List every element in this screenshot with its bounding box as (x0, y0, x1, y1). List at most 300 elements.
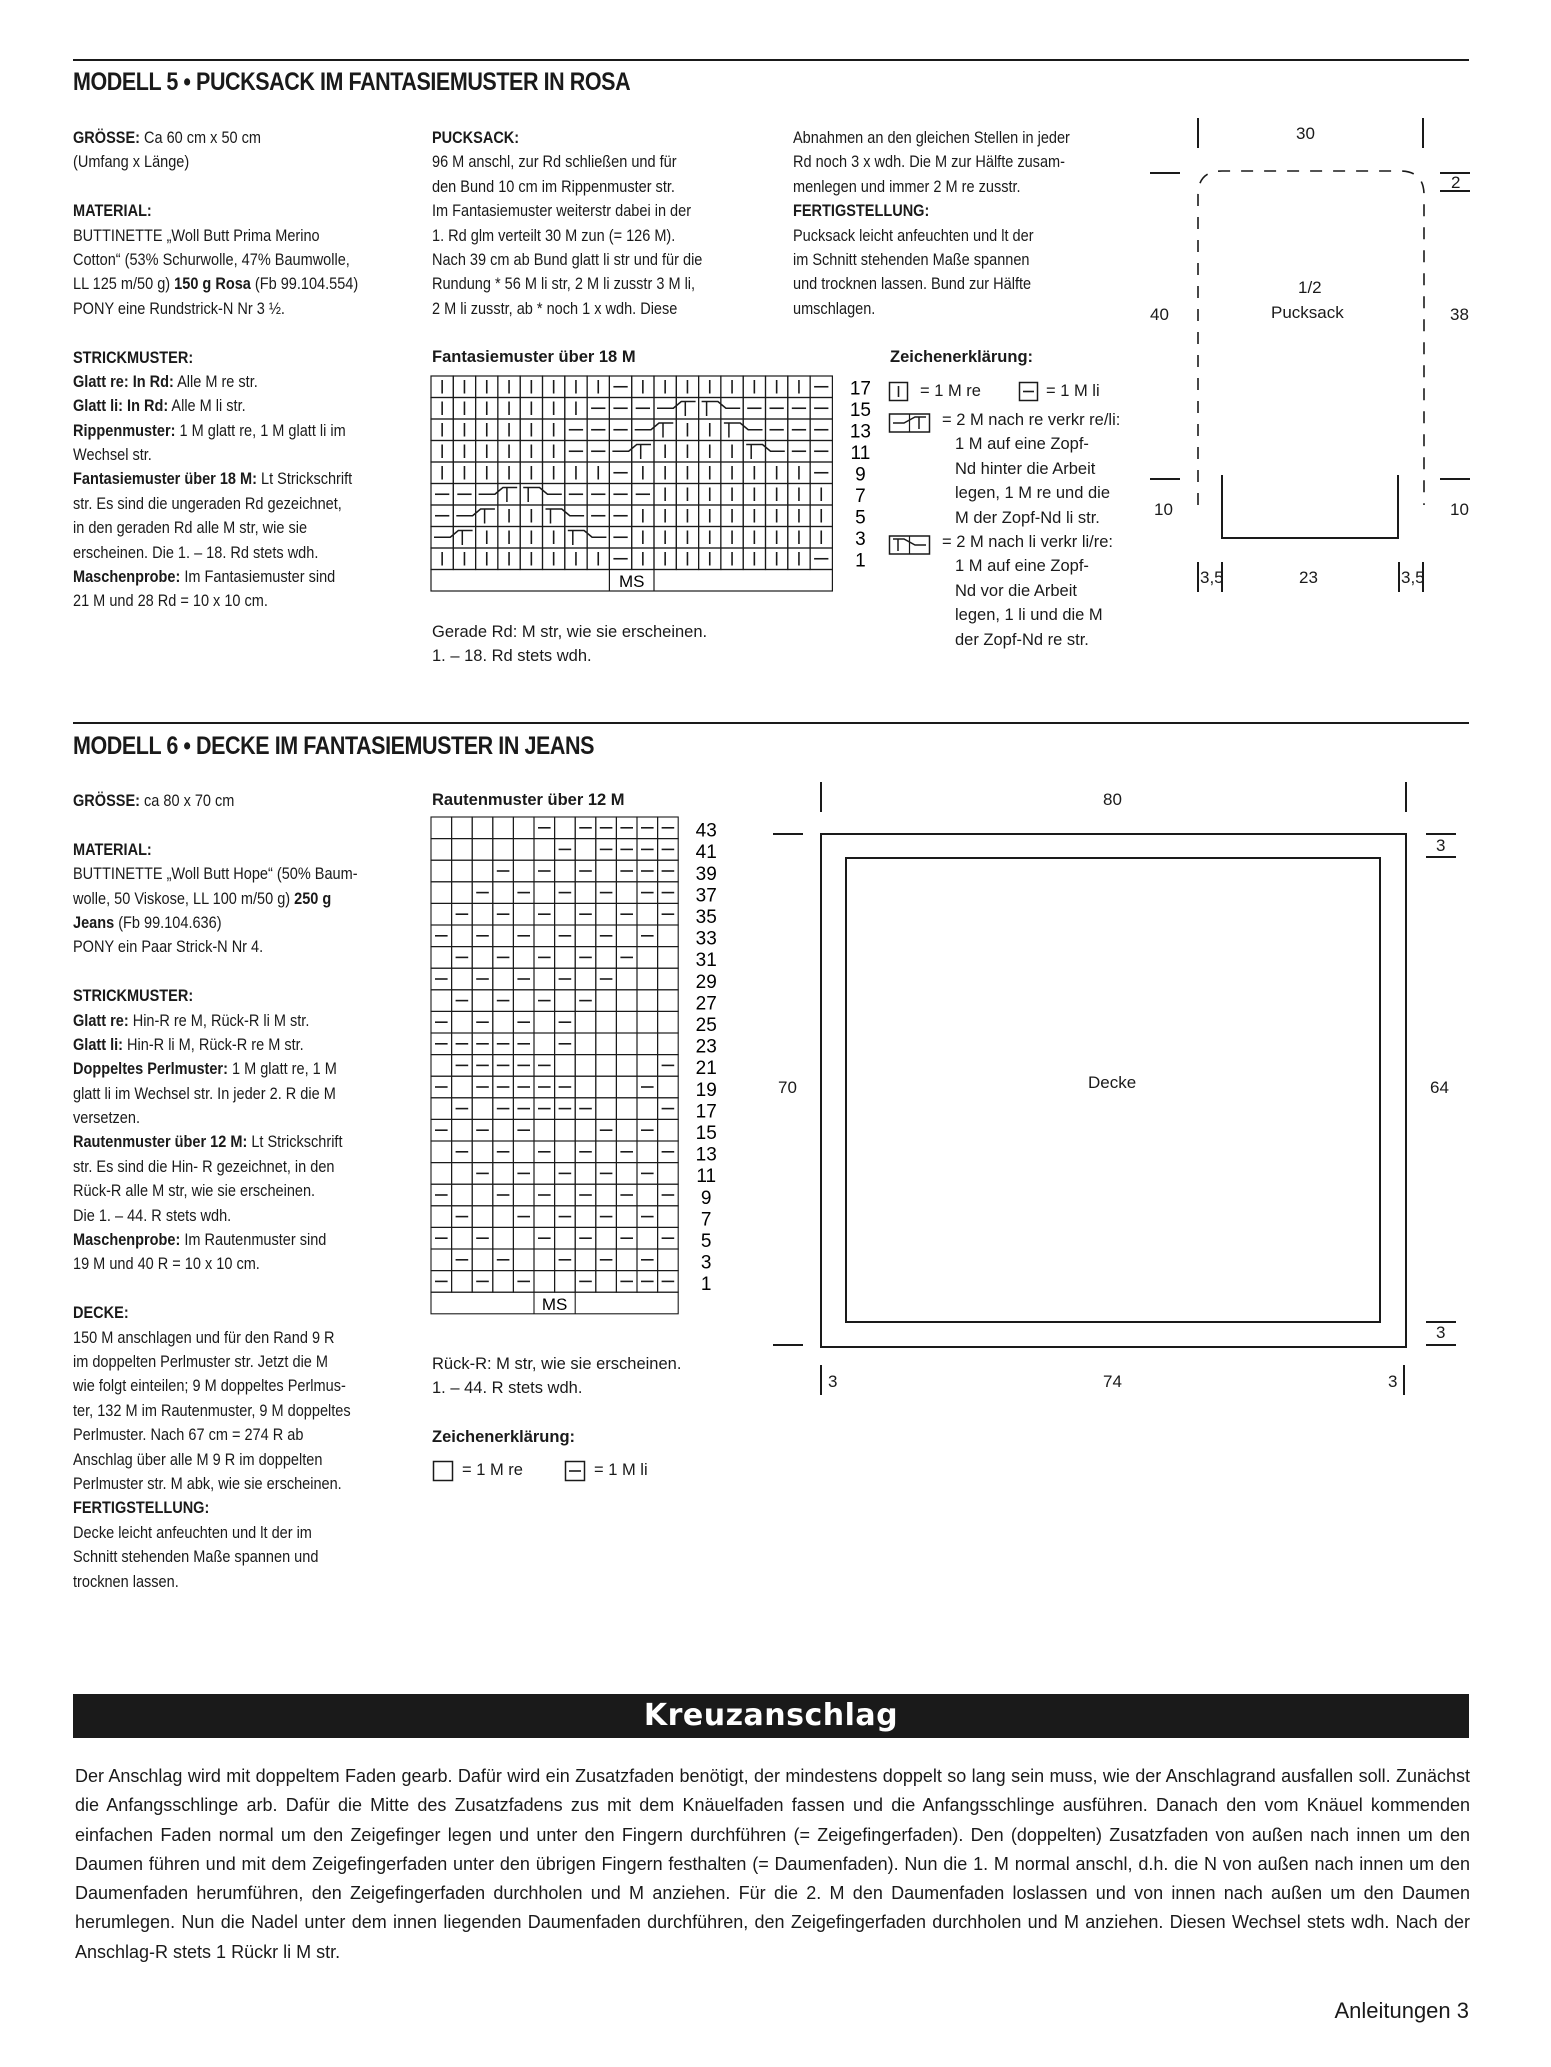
row-number: 43 (695, 820, 717, 842)
chart-cell (453, 527, 475, 549)
row-number: 17 (695, 1101, 717, 1123)
chart-cell (534, 1249, 555, 1271)
chart-cell (575, 1033, 596, 1055)
chart-cell (493, 817, 514, 839)
text-line: versetzen. (73, 1109, 140, 1128)
chart6-ms-label: MS (541, 1294, 568, 1314)
chart-cell (616, 1011, 637, 1033)
text-line: STRICKMUSTER: (73, 348, 194, 367)
chart-cell (472, 903, 493, 925)
text-line (73, 321, 397, 345)
chart-cell (616, 990, 637, 1012)
chart-cell (575, 839, 596, 861)
text-line: FERTIGSTELLUNG: (73, 1499, 210, 1518)
chart-cell (637, 1184, 658, 1206)
chart-cell (513, 1141, 534, 1163)
text-line: 21 M und 28 Rd = 10 x 10 cm. (73, 592, 268, 611)
chart6-grid (431, 817, 717, 1314)
chart-cell (513, 860, 534, 882)
chart-cell (431, 903, 452, 925)
chart-cell (658, 925, 679, 947)
row-number: 9 (855, 464, 866, 486)
text-line: 19 M und 40 R = 10 x 10 cm. (73, 1255, 260, 1274)
chart-cell (658, 947, 679, 969)
text-line: Glatt li: In Rd: Alle M li str. (73, 397, 246, 416)
text-line: Nach 39 cm ab Bund glatt li str und für die (432, 250, 703, 269)
row-number: 5 (855, 507, 866, 529)
row-number: 25 (695, 1015, 717, 1036)
chart-cell (431, 817, 452, 839)
row-number: 41 (695, 842, 717, 864)
chart-cell (493, 1206, 514, 1228)
legend-line: Nd vor die Arbeit (955, 581, 1077, 600)
model5-column-1 (73, 126, 397, 614)
text-line: Rippenmuster: 1 M glatt re, 1 M glatt li im (73, 421, 346, 440)
chart-cell (431, 882, 452, 904)
chart-cell (721, 419, 743, 441)
text-line: FERTIGSTELLUNG: (793, 202, 930, 221)
chart-cell (555, 1055, 576, 1077)
row-number: 33 (695, 928, 717, 950)
chart-cell (534, 882, 555, 904)
m6-dim-bottom-left: 3 (828, 1372, 838, 1391)
chart-cell (534, 968, 555, 990)
chart-cell (513, 839, 534, 861)
text-line: DECKE: (73, 1304, 129, 1323)
model5-chart (428, 374, 878, 614)
model6-chart-title: Rautenmuster über 12 M (432, 791, 625, 809)
chart-cell (555, 860, 576, 882)
chart-cell (596, 990, 617, 1012)
model6-legend-title: Zeichenerklärung: (432, 1428, 576, 1446)
chart-cell (596, 1184, 617, 1206)
chart-cell (452, 817, 473, 839)
model6-chart-note-2: 1. – 44. R stets wdh. (432, 1379, 583, 1398)
chart-cell (658, 1249, 679, 1271)
chart-cell (596, 1076, 617, 1098)
chart-cell (513, 817, 534, 839)
chart-cell (534, 1163, 555, 1185)
row-number: 3 (700, 1252, 712, 1274)
chart-cell (637, 1011, 658, 1033)
text-line: Glatt re: Hin-R re M, Rück-R li M str. (73, 1011, 310, 1030)
chart-cell (743, 441, 765, 463)
text-line: glatt li im Wechsel str. In jeder 2. R die M (73, 1084, 336, 1103)
text-line: 150 M anschlagen und für den Rand 9 R (73, 1328, 335, 1347)
model6-chart-note-1: Rück-R: M str, wie sie erscheinen. (432, 1355, 682, 1373)
text-line: Rück-R alle M str, wie sie erscheinen. (73, 1182, 316, 1201)
chart-cell (616, 1033, 637, 1055)
m6-dim-top: 80 (1103, 790, 1122, 809)
kreuzanschlag-header (73, 1694, 1469, 1738)
text-line: Perlmuster. Nach 67 cm = 274 R ab (73, 1426, 304, 1445)
chart-cell (637, 990, 658, 1012)
m5-dim-left-bottom: 10 (1154, 500, 1173, 519)
chart-cell (632, 441, 654, 463)
text-line: GRÖSSE: ca 80 x 70 cm (73, 792, 235, 810)
chart-cell (616, 968, 637, 990)
chart-cell (575, 1011, 596, 1033)
legend-cross-right-symbol (890, 414, 930, 432)
row-number: 15 (695, 1123, 717, 1144)
chart-cell (616, 1249, 637, 1271)
chart-cell (472, 1249, 493, 1271)
chart-cell (658, 1119, 679, 1141)
m5-dim-bottom-left: 3,5 (1200, 568, 1224, 587)
row-number: 13 (695, 1144, 717, 1166)
chart-cell (616, 1055, 637, 1077)
text-line: str. Es sind die ungeraden Rd gezeichnet, (73, 494, 342, 513)
m5-dim-right: 38 (1450, 305, 1469, 324)
text-line: Abnahmen an den gleichen Stellen in jeder (793, 129, 1070, 147)
text-line: umschlagen. (793, 299, 876, 318)
text-line: Jeans (Fb 99.104.636) (73, 913, 222, 932)
chart-cell (493, 1011, 514, 1033)
chart-cell (637, 1055, 658, 1077)
chart-cell (534, 925, 555, 947)
chart-cell (637, 1227, 658, 1249)
chart-cell (596, 1098, 617, 1120)
row-number: 17 (849, 378, 871, 400)
chart-cell (472, 1184, 493, 1206)
text-line: Glatt re: In Rd: Alle M re str. (73, 372, 258, 391)
m5-dim-right-bottom: 10 (1450, 500, 1469, 519)
row-number: 1 (700, 1274, 712, 1296)
text-line: PONY ein Paar Strick-N Nr 4. (73, 938, 264, 957)
chart-cell (493, 968, 514, 990)
chart-cell (452, 1184, 473, 1206)
chart-cell (555, 947, 576, 969)
chart-cell (452, 1076, 473, 1098)
model5-column-3 (793, 126, 1108, 321)
text-line: Perlmuster str. M abk, wie sie erscheinen. (73, 1474, 342, 1493)
m5-label-2: Pucksack (1271, 303, 1344, 322)
text-line: GRÖSSE: Ca 60 cm x 50 cm (73, 129, 262, 147)
text-line: im doppelten Perlmuster str. Jetzt die M (73, 1352, 329, 1371)
text-line: Glatt li: Hin-R li M, Rück-R re M str. (73, 1035, 304, 1054)
m5-dim-left: 40 (1150, 305, 1169, 324)
text-line (73, 960, 396, 984)
chart-cell (616, 1206, 637, 1228)
row-number: 27 (695, 993, 717, 1015)
row-number: 11 (696, 1166, 717, 1188)
chart-cell (452, 968, 473, 990)
chart-cell (555, 1184, 576, 1206)
legend-cross-left-symbol (890, 536, 930, 554)
chart-cell (431, 860, 452, 882)
m5-dim-bottom-mid: 23 (1299, 568, 1318, 587)
text-line: str. Es sind die Hin- R gezeichnet, in den (73, 1157, 335, 1176)
chart-cell (616, 882, 637, 904)
model6-legend-re: = 1 M re (462, 1461, 523, 1479)
model6-chart (428, 815, 748, 1345)
text-line: Im Fantasiemuster weiterstr dabei in der (432, 202, 692, 221)
text-line: PUCKSACK: (432, 129, 520, 147)
chart-cell (555, 1271, 576, 1293)
chart-cell (534, 1206, 555, 1228)
chart-cell (637, 947, 658, 969)
model5-chart-note-2: 1. – 18. Rd stets wdh. (432, 647, 592, 666)
chart-cell (452, 1163, 473, 1185)
chart-cell (575, 1119, 596, 1141)
text-line: Schnitt stehenden Maße spannen und (73, 1548, 319, 1567)
text-line: LL 125 m/50 g) 150 g Rosa (Fb 99.104.554) (73, 275, 359, 294)
chart-cell (431, 1249, 452, 1271)
row-number: 29 (695, 971, 717, 993)
m6-dim-left: 70 (778, 1078, 797, 1097)
chart-cell (596, 1227, 617, 1249)
model5-legend-symbols (888, 380, 938, 560)
chart-cell (658, 1076, 679, 1098)
m6-dim-bottom-right: 3 (1388, 1372, 1398, 1391)
text-line: wie folgt einteilen; 9 M doppeltes Perlmus- (73, 1377, 346, 1396)
row-number: 15 (849, 400, 871, 421)
legend6-purl-symbol (564, 1459, 588, 1483)
chart-cell (637, 1033, 658, 1055)
chart-cell (596, 947, 617, 969)
m5-dim-right-top: 2 (1451, 173, 1461, 192)
m6-dim-right: 64 (1430, 1078, 1449, 1097)
model5-legend-title: Zeichenerklärung: (890, 348, 1034, 366)
text-line (73, 813, 396, 837)
model5-legend-re: = 1 M re (920, 382, 981, 400)
chart-cell (565, 527, 587, 549)
text-line: Die 1. – 44. R stets wdh. (73, 1206, 232, 1225)
chart-cell (493, 839, 514, 861)
text-line: Cotton“ (53% Schurwolle, 47% Baumwolle, (73, 250, 350, 269)
text-line: (Umfang x Länge) (73, 153, 190, 172)
text-line: erscheinen. Die 1. – 18. Rd stets wdh. (73, 543, 319, 562)
chart-cell (616, 1098, 637, 1120)
text-line: Fantasiemuster über 18 M: Lt Strickschrift (73, 470, 353, 489)
legend6-knit-symbol (432, 1459, 456, 1483)
kreuzanschlag-title: Kreuzanschlag (643, 1698, 899, 1733)
chart-cell (520, 484, 542, 506)
text-line: 96 M anschl, zur Rd schließen und für (432, 153, 677, 172)
legend-line: der Zopf-Nd re str. (955, 630, 1089, 649)
text-line: Rundung * 56 M li str, 2 M li zusstr 3 M li, (432, 275, 696, 294)
chart-cell (575, 1076, 596, 1098)
text-line (73, 1277, 396, 1301)
legend-purl-symbol (1018, 380, 1042, 404)
chart-cell (498, 484, 520, 506)
chart-cell (555, 1119, 576, 1141)
chart-cell (534, 1033, 555, 1055)
chart-cell (431, 1141, 452, 1163)
text-line: Wechsel str. (73, 446, 152, 465)
chart-cell (493, 1227, 514, 1249)
chart-cell (658, 1033, 679, 1055)
chart-cell (513, 1227, 534, 1249)
m5-dim-bottom-right: 3,5 (1401, 568, 1425, 587)
model6-title: MODELL 6 • DECKE IM FANTASIEMUSTER IN JEANS (73, 732, 595, 760)
row-number: 35 (695, 907, 717, 928)
row-number: 5 (700, 1231, 712, 1252)
chart-cell (513, 903, 534, 925)
chart-cell (575, 882, 596, 904)
chart-cell (637, 1141, 658, 1163)
chart-cell (596, 1141, 617, 1163)
chart-cell (658, 990, 679, 1012)
m5-dim-top: 30 (1296, 124, 1315, 143)
m6-dim-right-bottom: 3 (1436, 1323, 1446, 1342)
text-line: menlegen und immer 2 M re zusstr. (793, 177, 1021, 196)
chart-cell (534, 839, 555, 861)
chart-cell (596, 903, 617, 925)
chart-cell (555, 817, 576, 839)
model5-legend-li: = 1 M li (1046, 382, 1100, 400)
row-number: 13 (849, 421, 871, 443)
chart-cell (555, 990, 576, 1012)
chart-cell (616, 1119, 637, 1141)
chart-cell (472, 860, 493, 882)
model5-legend-cross-left (942, 530, 1113, 652)
chart-cell (472, 947, 493, 969)
row-number: 19 (695, 1079, 717, 1101)
chart-cell (596, 1271, 617, 1293)
chart-cell (493, 1163, 514, 1185)
text-line: den Bund 10 cm im Rippenmuster str. (432, 177, 675, 196)
text-line: Maschenprobe: Im Fantasiemuster sind (73, 568, 336, 587)
chart-cell (658, 1011, 679, 1033)
text-line: MATERIAL: (73, 840, 152, 859)
chart-cell (472, 990, 493, 1012)
m6-dim-right-top: 3 (1436, 836, 1446, 855)
chart-cell (616, 925, 637, 947)
chart-cell (431, 1098, 452, 1120)
m6-label: Decke (1088, 1073, 1137, 1092)
chart-cell (472, 817, 493, 839)
chart-cell (431, 1206, 452, 1228)
chart-cell (493, 1119, 514, 1141)
chart-cell (534, 1271, 555, 1293)
text-line: in den geraden Rd alle M str, wie sie (73, 519, 308, 538)
text-line: PONY eine Rundstrick-N Nr 3 ½. (73, 299, 285, 318)
chart-cell (555, 1227, 576, 1249)
chart-cell (654, 419, 676, 441)
legend-line: 1 M auf eine Zopf- (955, 557, 1089, 576)
chart-cell (431, 839, 452, 861)
chart-cell (476, 505, 498, 527)
text-line: BUTTINETTE „Woll Butt Prima Merino (73, 226, 320, 245)
chart5-grid (431, 376, 871, 591)
text-line: Pucksack leicht anfeuchten und lt der (793, 226, 1034, 245)
row-number: 39 (695, 863, 717, 885)
legend-line: = 2 M nach li verkr li/re: (942, 533, 1114, 551)
legend-line: = 2 M nach re verkr re/li: (942, 411, 1121, 429)
chart-cell (493, 882, 514, 904)
model6-legend-li: = 1 M li (594, 1461, 648, 1479)
legend-line: legen, 1 M re und die (955, 484, 1111, 503)
chart-cell (472, 1098, 493, 1120)
text-line: im Schnitt stehenden Maße spannen (793, 250, 1030, 269)
row-number: 9 (700, 1187, 712, 1209)
row-number: 1 (855, 550, 866, 572)
legend-line: legen, 1 li und die M (955, 606, 1103, 625)
text-line: MATERIAL: (73, 202, 152, 221)
page-footer: Anleitungen 3 (1334, 1998, 1469, 2023)
text-line: Doppeltes Perlmuster: 1 M glatt re, 1 M (73, 1060, 337, 1079)
model5-title: MODELL 5 • PUCKSACK IM FANTASIEMUSTER IN ROSA (73, 68, 631, 96)
m5-label-1: 1/2 (1298, 278, 1322, 297)
legend-line: 1 M auf eine Zopf- (955, 435, 1089, 454)
chart-cell (596, 1055, 617, 1077)
chart-cell (431, 990, 452, 1012)
row-number: 31 (695, 950, 717, 972)
legend-knit-symbol (890, 383, 908, 401)
chart-cell (493, 925, 514, 947)
text-line (73, 175, 397, 199)
row-number: 21 (695, 1058, 717, 1080)
row-number: 7 (855, 486, 866, 507)
chart-cell (596, 860, 617, 882)
text-line: wolle, 50 Viskose, LL 100 m/50 g) 250 g (73, 889, 332, 908)
chart-cell (513, 990, 534, 1012)
chart-cell (637, 968, 658, 990)
chart-cell (658, 1163, 679, 1185)
row-number: 23 (695, 1036, 717, 1058)
chart-cell (699, 398, 721, 420)
chart-cell (637, 903, 658, 925)
model5-chart-title: Fantasiemuster über 18 M (432, 348, 636, 366)
text-line: trocknen lassen. (73, 1572, 179, 1591)
chart-cell (452, 1227, 473, 1249)
legend-line: Nd hinter die Arbeit (955, 459, 1096, 478)
chart-cell (658, 968, 679, 990)
chart-cell (431, 1163, 452, 1185)
chart-cell (575, 1206, 596, 1228)
chart-cell (452, 1271, 473, 1293)
m6-dim-bottom-mid: 74 (1103, 1372, 1122, 1391)
chart-cell (555, 1141, 576, 1163)
chart-cell (575, 1249, 596, 1271)
chart-cell (676, 398, 698, 420)
chart-cell (616, 1163, 637, 1185)
text-line: Rautenmuster über 12 M: Lt Strickschrift (73, 1133, 343, 1152)
chart-cell (534, 1011, 555, 1033)
chart-cell (543, 505, 565, 527)
text-line: STRICKMUSTER: (73, 987, 194, 1006)
text-line: Decke leicht anfeuchten und lt der im (73, 1523, 312, 1542)
chart-cell (493, 1271, 514, 1293)
row-number: 37 (695, 885, 717, 907)
chart-cell (452, 1119, 473, 1141)
chart-cell (616, 1076, 637, 1098)
text-line: Anschlag über alle M 9 R im doppelten (73, 1450, 323, 1469)
chart-cell (452, 882, 473, 904)
text-line: BUTTINETTE „Woll Butt Hope“ (50% Baum- (73, 865, 358, 884)
chart-cell (575, 925, 596, 947)
chart-cell (575, 1163, 596, 1185)
chart-cell (472, 839, 493, 861)
model5-chart-note-1: Gerade Rd: M str, wie sie erscheinen. (432, 623, 708, 641)
chart-cell (513, 947, 534, 969)
chart-cell (452, 839, 473, 861)
row-number: 3 (855, 529, 866, 550)
row-number: 11 (850, 443, 871, 464)
chart-cell (431, 947, 452, 969)
chart-cell (452, 860, 473, 882)
chart-cell (513, 1184, 534, 1206)
text-line: 2 M li zusstr, ab * noch 1 x wdh. Diese (432, 299, 678, 318)
legend-line: M der Zopf-Nd li str. (955, 508, 1100, 527)
chart-cell (534, 1119, 555, 1141)
chart-cell (596, 1011, 617, 1033)
chart-cell (472, 1206, 493, 1228)
model6-column-1 (73, 789, 396, 1594)
chart-cell (555, 903, 576, 925)
chart-cell (575, 1055, 596, 1077)
